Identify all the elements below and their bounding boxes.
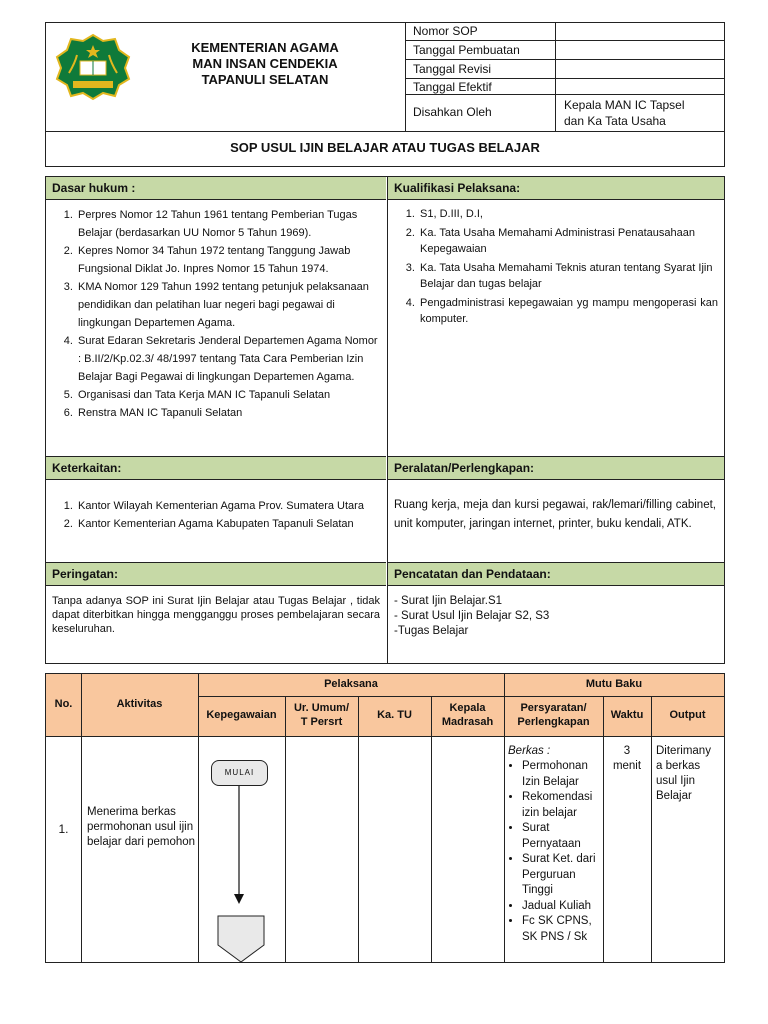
col-header-output: Output [669, 709, 706, 721]
col-header-waktu: Waktu [610, 709, 644, 721]
list-item: -Tugas Belajar [394, 625, 469, 637]
group-header-mutu-baku: Mutu Baku [585, 678, 643, 690]
meta-row-pembuatan [405, 41, 724, 60]
meta-row-efektif [405, 79, 724, 95]
list-item: 2. Kepres Nomor 34 Tahun 1972 tentang Tanggung Jawab Fungsional Diklat Jo. Inpres Nomor 15 Tahun 1974. [76, 242, 380, 278]
peralatan-text: Ruang kerja, meja dan kursi pegawai, rak/lemari/filling cabinet, unit komputer, jaringan internet, printer, buku kendali, ATK. [394, 499, 716, 530]
peringatan-heading: Peringatan: [52, 567, 119, 581]
flow-arrow-icon [231, 786, 247, 906]
waktu-value: 3 [623, 745, 631, 757]
kualifikasi-header [388, 177, 724, 200]
meta-label: Nomor SOP [413, 24, 478, 38]
col-header-kepala [431, 701, 504, 729]
dasar-hukum-heading: Dasar hukum : [52, 181, 136, 195]
waktu-cell [603, 744, 651, 774]
peringatan-text: Tanpa adanya SOP ini Surat Ijin Belajar atau Tugas Belajar , tidak dapat diterbitkan hingga mengganggu proses pembelajaran secara keseluruhan. [52, 595, 380, 635]
org-name [140, 40, 390, 88]
list-item: • Surat Ket. dari Perguruan Tinggi [522, 852, 602, 899]
list-item: • Rekomendasi izin belajar [522, 790, 602, 821]
meta-row-nomor [405, 22, 724, 41]
list-item: 1. Kantor Wilayah Kementerian Agama Prov. Sumatera Utara [76, 497, 380, 515]
disahkan-value-2: dan Ka Tata Usaha [564, 114, 666, 128]
off-page-connector-icon [217, 915, 265, 963]
meta-row-disahkan [405, 95, 724, 131]
keterkaitan-header [46, 456, 386, 480]
logo-emblem-icon [53, 33, 133, 101]
org-line-3: TAPANULI SELATAN [201, 72, 329, 87]
ministry-logo [53, 33, 133, 101]
kualifikasi-list-box [388, 206, 718, 327]
list-item: 1. S1, D.III, D.I, [418, 206, 718, 222]
kualifikasi-heading: Kualifikasi Pelaksana: [394, 181, 521, 195]
row-number: 1. [58, 822, 69, 836]
col-header-persyaratan-line1: Persyaratan/ [520, 702, 587, 714]
list-item: • Permohonan Izin Belajar [522, 759, 602, 790]
list-item: 2. Ka. Tata Usaha Memahami Administrasi Penatausahaan Kepegawaian [418, 225, 718, 257]
pencatatan-heading: Pencatatan dan Pendataan: [394, 567, 551, 581]
dasar-hukum-list [46, 206, 380, 422]
meta-label: Tanggal Efektif [413, 80, 492, 94]
list-item: 4. Surat Edaran Sekretaris Jenderal Departemen Agama Nomor : B.II/2/Kp.02.3/ 48/1997 tentang Tata Cara Pemberian Izin Belajar Bagi Pegawai di lingkungan Departemen Agama. [76, 332, 380, 386]
list-item: - Surat Ijin Belajar.S1 [394, 595, 503, 607]
disahkan-value-1: Kepala MAN IC Tapsel [564, 98, 685, 112]
col-header-persyaratan [504, 701, 603, 729]
berkas-cell [508, 744, 602, 945]
berkas-label: Berkas : [508, 745, 551, 757]
output-text: Diterimany a berkas usul Ijin Belajar [656, 745, 711, 802]
keterkaitan-heading: Keterkaitan: [52, 461, 122, 475]
meta-row-revisi [405, 60, 724, 79]
meta-label: Tanggal Revisi [413, 62, 492, 76]
list-item: • Jadual Kuliah [522, 899, 602, 915]
col-header-kepala-line2: Madrasah [441, 716, 494, 728]
sop-title: SOP USUL IJIN BELAJAR ATAU TUGAS BELAJAR [230, 140, 540, 155]
col-header-katu: Ka. TU [377, 709, 412, 721]
col-header-umum [285, 701, 358, 729]
peringatan-header [46, 562, 386, 586]
list-item: 1. Perpres Nomor 12 Tahun 1961 tentang Pemberian Tugas Belajar (berdasarkan UU Nomor 5 Tahun 1969). [76, 206, 380, 242]
flow-start-terminator [211, 760, 268, 786]
pencatatan-header [388, 562, 724, 586]
meta-label: Tanggal Pembuatan [413, 43, 520, 57]
pencatatan-list [394, 594, 714, 639]
waktu-unit: menit [612, 760, 642, 772]
list-item: • Fc SK CPNS, SK PNS / Sk [522, 914, 602, 945]
group-header-pelaksana: Pelaksana [324, 678, 378, 690]
keterkaitan-list [46, 497, 380, 533]
col-header-no: No. [54, 698, 73, 710]
dasar-hukum-header [46, 177, 386, 200]
col-header-aktivitas: Aktivitas [116, 698, 163, 710]
list-item: 3. Ka. Tata Usaha Memahami Teknis aturan tentang Syarat Ijin Belajar dan tugas belajar [418, 260, 718, 292]
list-item: 3. KMA Nomor 129 Tahun 1992 tentang petunjuk pelaksanaan pendidikan dan pelatihan luar negeri bagi pegawai di lingkungan Departemen Agama. [76, 278, 380, 332]
list-item: • Surat Pernyataan [522, 821, 602, 852]
col-header-umum-line2: T Persrt [300, 716, 343, 728]
org-line-2: MAN INSAN CENDEKIA [192, 56, 338, 71]
col-header-kepegawaian: Kepegawaian [206, 709, 277, 721]
list-item: 5. Organisasi dan Tata Kerja MAN IC Tapanuli Selatan [76, 386, 380, 404]
kualifikasi-list [388, 206, 718, 327]
col-header-umum-line1: Ur. Umum/ [293, 702, 349, 714]
flow-start-label: MULAI [224, 768, 255, 777]
activity-text: Menerima berkas permohonan usul ijin belajar dari pemohon [87, 806, 196, 848]
list-item: 4. Pengadministrasi kepegawaian yg mampu mengoperasi kan komputer. [418, 295, 718, 327]
list-item: 2. Kantor Kementerian Agama Kabupaten Tapanuli Selatan [76, 515, 380, 533]
disahkan-label: Disahkan Oleh [413, 105, 492, 119]
list-item: - Surat Usul Ijin Belajar S2, S3 [394, 610, 550, 622]
title-bar-line [45, 131, 725, 132]
org-line-1: KEMENTERIAN AGAMA [191, 40, 339, 55]
dasar-hukum-list-box [46, 206, 380, 422]
col-header-kepala-line1: Kepala [449, 702, 486, 714]
peralatan-heading: Peralatan/Perlengkapan: [394, 461, 535, 475]
list-item: 6. Renstra MAN IC Tapanuli Selatan [76, 404, 380, 422]
peralatan-header [388, 456, 724, 480]
col-header-persyaratan-line2: Perlengkapan [517, 716, 590, 728]
keterkaitan-list-box [46, 497, 380, 533]
berkas-list [508, 759, 602, 945]
procedure-table [45, 673, 725, 963]
